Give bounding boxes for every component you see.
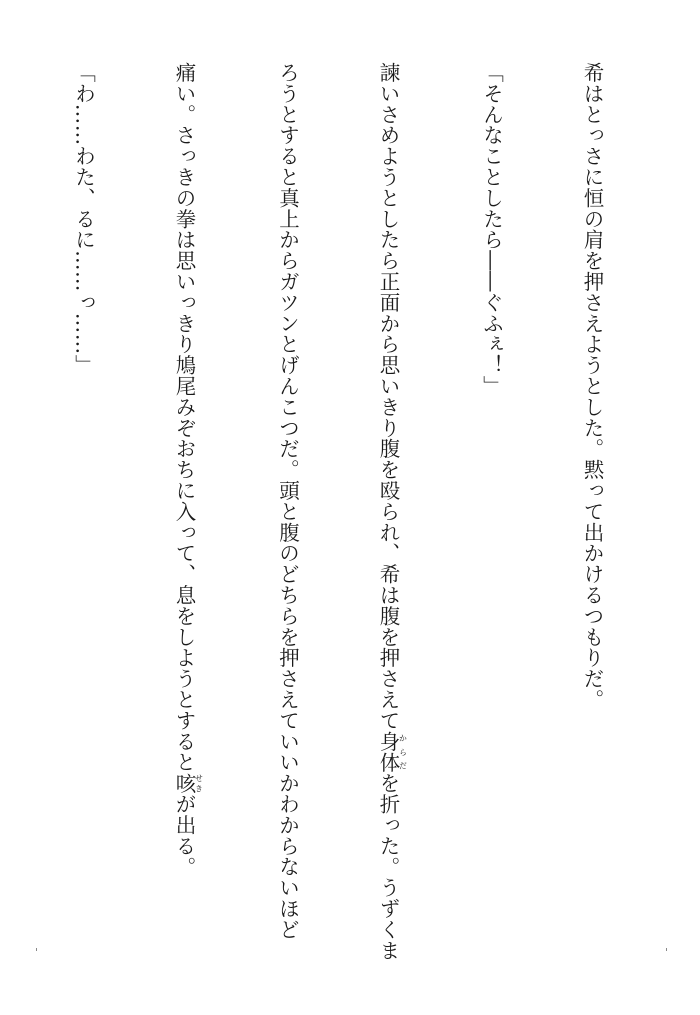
text-line-2: 「そんなことしたら――ぐふぇ！」	[479, 62, 504, 397]
text-line-5: 痛い。さっきの拳は思いっきり鳩尾みぞおちに入って、息をしようとすると咳せきが出る。	[172, 62, 204, 878]
ruby-seki: 咳せき	[172, 772, 204, 794]
crop-mark-right	[666, 948, 667, 951]
ruby-reading-karada: からだ	[398, 730, 408, 773]
text-line-1: 希はとっさに恒の肩を押さえようとした。黙って出かけるつもりだ。	[580, 62, 604, 710]
ruby-reading-seki: せき	[194, 772, 204, 794]
text-line-3: 諫いさめようとしたら正面から思いきり腹を殴られ、希は腹を押さえて身体からだを折った。うずくま	[376, 62, 408, 961]
text-line-4: ろうとすると真上からガツンとげんこつだ。頭と腹のどちらを押さえていいかわからないほど	[275, 62, 300, 940]
crop-mark-left	[36, 948, 37, 951]
text-line-6: 「わ……わた、るに……っ……」	[71, 62, 96, 376]
vertical-text-block	[60, 62, 675, 961]
ruby-karada: 身体からだ	[376, 730, 408, 773]
